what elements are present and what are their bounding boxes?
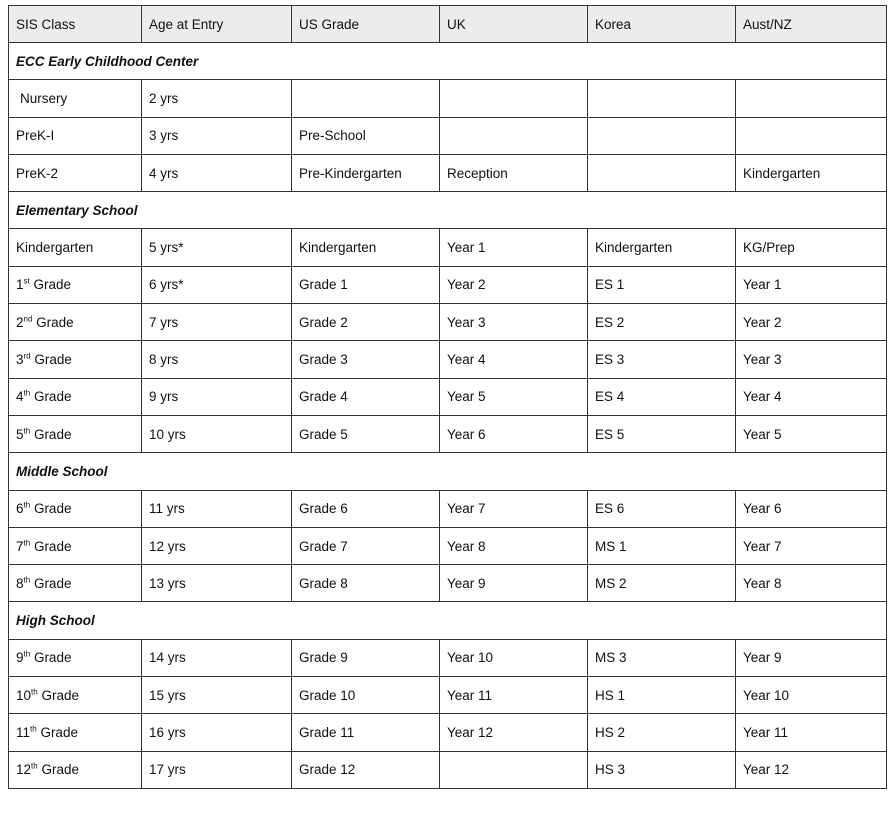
ordinal-suffix: th	[30, 724, 37, 734]
aust-nz-cell: Kindergarten	[736, 154, 887, 191]
uk-cell: Year 10	[440, 639, 588, 676]
ordinal-suffix: rd	[23, 351, 31, 361]
aust-nz-cell: Year 11	[736, 714, 887, 751]
age-cell: 16 yrs	[142, 714, 292, 751]
age-cell: 8 yrs	[142, 341, 292, 378]
uk-cell	[440, 80, 588, 117]
grade-word: Grade	[30, 501, 72, 517]
ordinal-suffix: th	[23, 538, 31, 547]
korea-cell: ES 1	[588, 266, 736, 303]
table-row	[9, 341, 887, 378]
aust-nz-cell: Year 8	[736, 565, 887, 602]
uk-cell: Year 4	[440, 341, 588, 378]
grade-word: Grade	[30, 352, 72, 368]
grade-number: 8	[16, 575, 24, 591]
age-cell: 3 yrs	[142, 117, 292, 154]
aust-nz-cell: Year 9	[736, 639, 887, 676]
sis-class-cell	[9, 714, 142, 751]
us-grade-cell: Pre-Kindergarten	[292, 154, 440, 191]
section-title: High School	[9, 602, 887, 639]
sis-class-cell: PreK-I	[9, 117, 142, 154]
table-row	[9, 154, 887, 191]
age-cell: 14 yrs	[142, 639, 292, 676]
age-cell: 10 yrs	[142, 415, 292, 452]
ordinal-suffix: th	[23, 500, 31, 510]
header-korea: Korea	[588, 6, 736, 43]
ordinal-suffix: th	[23, 575, 31, 585]
korea-cell: MS 3	[588, 639, 736, 676]
korea-cell	[588, 154, 736, 191]
uk-cell: Year 2	[440, 266, 588, 303]
aust-nz-cell: KG/Prep	[736, 229, 887, 266]
table-row	[9, 751, 887, 788]
ordinal-suffix: st	[23, 276, 30, 286]
uk-cell: Year 3	[440, 304, 588, 341]
ordinal-suffix: nd	[23, 314, 33, 324]
grade-word: Grade	[30, 538, 72, 554]
korea-cell: MS 1	[588, 527, 736, 564]
ordinal-suffix: th	[31, 687, 38, 697]
header-age-at-entry: Age at Entry	[142, 6, 292, 43]
us-grade-cell: Pre-School	[292, 117, 440, 154]
uk-cell: Year 9	[440, 565, 588, 602]
us-grade-cell	[292, 80, 440, 117]
grade-number: 11	[16, 724, 31, 740]
age-cell: 7 yrs	[142, 304, 292, 341]
table-row	[9, 490, 887, 527]
korea-cell: Kindergarten	[588, 229, 736, 266]
section-row	[9, 192, 887, 229]
sis-class-cell: Kindergarten	[9, 229, 142, 266]
sis-class-cell	[9, 527, 142, 564]
header-sis-class: SIS Class	[9, 6, 142, 43]
grade-word: Grade	[29, 277, 72, 293]
table-row	[9, 677, 887, 714]
korea-cell: ES 4	[588, 378, 736, 415]
us-grade-cell: Grade 9	[292, 639, 440, 676]
aust-nz-cell: Year 4	[736, 378, 887, 415]
age-cell: 4 yrs	[142, 154, 292, 191]
sis-class-cell	[9, 341, 142, 378]
uk-cell: Year 1	[440, 229, 588, 266]
grade-number: 1	[16, 277, 24, 293]
us-grade-cell: Grade 7	[292, 527, 440, 564]
age-cell: 17 yrs	[142, 751, 292, 788]
us-grade-cell: Grade 3	[292, 341, 440, 378]
korea-cell: MS 2	[588, 565, 736, 602]
table-row	[9, 117, 887, 154]
us-grade-cell: Grade 12	[292, 751, 440, 788]
age-cell: 9 yrs	[142, 378, 292, 415]
grade-number: 2	[16, 314, 24, 330]
grade-number: 5	[16, 426, 24, 442]
header-us-grade: US Grade	[292, 6, 440, 43]
age-cell: 12 yrs	[142, 527, 292, 564]
section-row	[9, 43, 887, 80]
grade-number: 9	[16, 650, 24, 666]
age-cell: 11 yrs	[142, 490, 292, 527]
grade-word: Grade	[30, 389, 72, 405]
uk-cell: Year 6	[440, 415, 588, 452]
header-uk: UK	[440, 6, 588, 43]
uk-cell: Year 5	[440, 378, 588, 415]
age-cell: 13 yrs	[142, 565, 292, 602]
aust-nz-cell	[736, 80, 887, 117]
table-row	[9, 527, 887, 564]
aust-nz-cell: Year 2	[736, 304, 887, 341]
table-row	[9, 415, 887, 452]
sis-class-cell	[9, 490, 142, 527]
grade-word: Grade	[36, 724, 78, 740]
uk-cell: Year 7	[440, 490, 588, 527]
korea-cell: ES 3	[588, 341, 736, 378]
table-row	[9, 714, 887, 751]
ordinal-suffix: th	[23, 388, 31, 398]
age-cell: 6 yrs*	[142, 266, 292, 303]
table-row	[9, 639, 887, 676]
sis-class-cell	[9, 266, 142, 303]
grade-number: 6	[16, 501, 24, 517]
section-row	[9, 453, 887, 490]
ordinal-suffix: th	[23, 649, 31, 659]
us-grade-cell: Grade 10	[292, 677, 440, 714]
us-grade-cell: Grade 8	[292, 565, 440, 602]
grade-equivalency-table	[8, 5, 887, 789]
aust-nz-cell: Year 7	[736, 527, 887, 564]
korea-cell	[588, 80, 736, 117]
sis-class-cell	[9, 639, 142, 676]
sis-class-cell	[9, 677, 142, 714]
section-title: ECC Early Childhood Center	[9, 43, 887, 80]
korea-cell: HS 3	[588, 751, 736, 788]
grade-number: 12	[16, 762, 32, 778]
uk-cell: Reception	[440, 154, 588, 191]
ordinal-suffix: th	[23, 426, 31, 436]
korea-cell: ES 2	[588, 304, 736, 341]
uk-cell: Year 8	[440, 527, 588, 564]
us-grade-cell: Kindergarten	[292, 229, 440, 266]
sis-class-cell	[9, 565, 142, 602]
korea-cell: HS 2	[588, 714, 736, 751]
section-title: Middle School	[9, 453, 887, 490]
table-row	[9, 565, 887, 602]
grade-word: Grade	[37, 687, 79, 703]
section-title: Elementary School	[9, 192, 887, 229]
korea-cell	[588, 117, 736, 154]
section-row	[9, 602, 887, 639]
korea-cell: HS 1	[588, 677, 736, 714]
header-aust-nz: Aust/NZ	[736, 6, 887, 43]
age-cell: 15 yrs	[142, 677, 292, 714]
us-grade-cell: Grade 1	[292, 266, 440, 303]
sis-class-cell: PreK-2	[9, 154, 142, 191]
grade-number: 7	[16, 538, 24, 554]
grade-equivalency-table-container	[8, 5, 886, 789]
table-row	[9, 80, 887, 117]
table-row	[9, 378, 887, 415]
header-row	[9, 6, 887, 43]
table-row	[9, 229, 887, 266]
uk-cell: Year 11	[440, 677, 588, 714]
uk-cell	[440, 117, 588, 154]
us-grade-cell: Grade 5	[292, 415, 440, 452]
us-grade-cell: Grade 11	[292, 714, 440, 751]
us-grade-cell: Grade 4	[292, 378, 440, 415]
aust-nz-cell: Year 6	[736, 490, 887, 527]
uk-cell	[440, 751, 588, 788]
table-header	[9, 6, 887, 43]
aust-nz-cell: Year 5	[736, 415, 887, 452]
sis-class-cell	[9, 751, 142, 788]
sis-class-cell: Nursery	[9, 80, 142, 117]
grade-number: 3	[16, 352, 24, 368]
table-row	[9, 304, 887, 341]
korea-cell: ES 6	[588, 490, 736, 527]
grade-number: 10	[16, 687, 32, 703]
us-grade-cell: Grade 2	[292, 304, 440, 341]
grade-word: Grade	[30, 575, 72, 591]
aust-nz-cell: Year 1	[736, 266, 887, 303]
grade-word: Grade	[37, 762, 79, 778]
korea-cell: ES 5	[588, 415, 736, 452]
uk-cell: Year 12	[440, 714, 588, 751]
aust-nz-cell	[736, 117, 887, 154]
sis-class-cell	[9, 415, 142, 452]
grade-number: 4	[16, 389, 24, 405]
us-grade-cell: Grade 6	[292, 490, 440, 527]
sis-class-cell	[9, 304, 142, 341]
sis-class-cell	[9, 378, 142, 415]
age-cell: 2 yrs	[142, 80, 292, 117]
aust-nz-cell: Year 10	[736, 677, 887, 714]
aust-nz-cell: Year 3	[736, 341, 887, 378]
grade-word: Grade	[32, 314, 74, 330]
aust-nz-cell: Year 12	[736, 751, 887, 788]
grade-word: Grade	[30, 426, 72, 442]
table-row	[9, 266, 887, 303]
age-cell: 5 yrs*	[142, 229, 292, 266]
table-body	[9, 43, 887, 789]
ordinal-suffix: th	[31, 761, 38, 771]
grade-word: Grade	[30, 650, 72, 666]
